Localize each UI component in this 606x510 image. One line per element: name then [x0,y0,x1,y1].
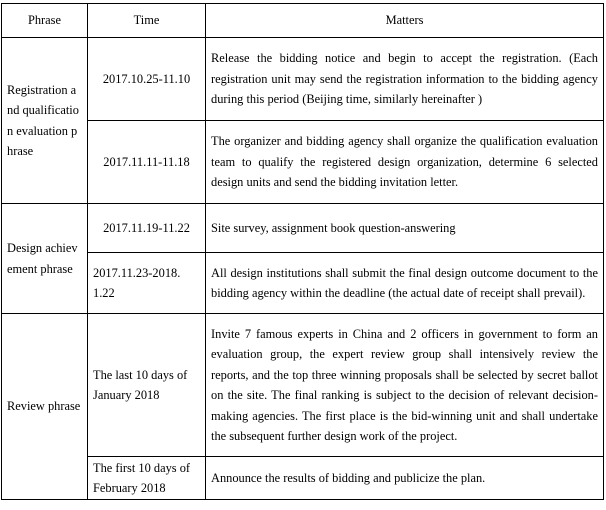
time-cell: 2017.11.11-11.18 [88,121,206,204]
header-matters: Matters [206,4,604,38]
table-row [2,314,604,457]
header-row [2,4,604,38]
time-cell: 2017.11.19-11.22 [88,204,206,253]
matters-cell: Release the bidding notice and begin to accept the registration. (Each registration unit may send the registration information to the bidding agency during this period (Beijing time, similarly hereinafter ) [206,38,604,121]
phase-registration: Registration and qualification evaluation phrase [2,38,88,204]
time-cell: 2017.11.23-2018. 1.22 [88,253,206,314]
matters-cell: All design institutions shall submit the final design outcome document to the bidding agency within the deadline (the actual date of receipt shall prevail). [206,253,604,314]
matters-cell: Invite 7 famous experts in China and 2 officers in government to form an evaluation group, the expert review group shall intensively review the reports, and the top three winning proposals shall be selected by secret ballot on the site. The final ranking is subject to the decision of relevant decision-making agencies. The first place is the bid-winning unit and shall undertake the subsequent further design work of the project. [206,314,604,457]
bidding-schedule-table [1,3,604,500]
matters-cell: Announce the results of bidding and publicize the plan. [206,457,604,500]
phase-review: Review phrase [2,314,88,500]
table-row [2,204,604,253]
table-row [2,253,604,314]
table-row [2,121,604,204]
header-time: Time [88,4,206,38]
table-row [2,457,604,500]
matters-cell: Site survey, assignment book question-answering [206,204,604,253]
time-cell: The last 10 days of January 2018 [88,314,206,457]
matters-cell: The organizer and bidding agency shall organize the qualification evaluation team to qualify the registered design organization, determine 6 selected design units and send the bidding invitation letter. [206,121,604,204]
table-row [2,38,604,121]
time-cell: 2017.10.25-11.10 [88,38,206,121]
header-phase: Phrase [2,4,88,38]
phase-design-achievement: Design achievement phrase [2,204,88,314]
time-cell: The first 10 days of February 2018 [88,457,206,500]
